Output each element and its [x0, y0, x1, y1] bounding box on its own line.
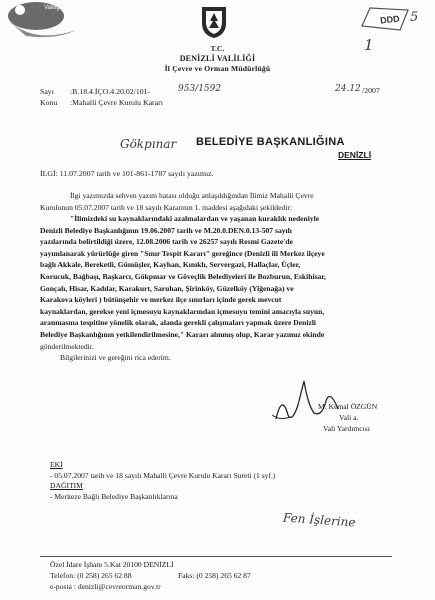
quote-line: aranmasına tespitine yönelik olarak, alanda gerekli çalışmaları yapmak üzere Denizli [40, 318, 317, 328]
signer-title-1: Vali a. [339, 413, 359, 422]
footer-phone: Telefon: (0 258) 265 62 88 [50, 571, 132, 580]
ministry-emblem [196, 3, 232, 39]
recipient-handwritten: Gökpınar [120, 137, 177, 151]
attachments-line: - 05.07.2007 tarih ve 18 sayılı Mahalli Çevre Kurulu Kararı Sureti (1 syf.) [50, 471, 276, 480]
body-quote [40, 213, 392, 352]
valilik-logo [6, 0, 106, 46]
attachments-label: EKİ [50, 460, 63, 469]
footer-address: Özel İdare İşhanı 5.Kat 20100 DENİZLİ [50, 560, 174, 569]
quote-line: kaynaklardan, gerekse yeni içmesuyu kaynaklarından içmesuyu temini amacıyla suyun, [40, 306, 325, 316]
closing-line: Bilgilerinizi ve gereğini rica ederim. [60, 353, 171, 362]
distribution-label: DAĞITIM [50, 481, 83, 490]
konu-value: :Mahalli Çevre Kurulu Kararı [70, 98, 163, 107]
footer-divider [40, 556, 392, 557]
distribution-line: - Merkeze Bağlı Belediye Başkanlıklarına [50, 492, 178, 501]
signature-scribble [268, 375, 378, 425]
quote-line: "İlimizdeki su kaynaklarındaki azalmalardan ve yaşanan kuraklık nedeniyle [70, 214, 320, 223]
quote-line: yazılarında belirtildiği üzere, 12.08.2006 tarih ve 26257 sayılı Resmi Gazete'de [40, 237, 293, 247]
quote-line: Gonçalı, Hisar, Kadılar, Karakurt, Saruhan, Şirinköy, Güzelköy (Yiğenağa) ve [40, 283, 294, 293]
header-tc: T.C. [210, 45, 225, 53]
konu-label: Konu [40, 98, 58, 107]
footer-fax: Faks: (0 258) 265 62 87 [178, 571, 251, 580]
handwritten-note: Fen İşlerine [282, 510, 356, 530]
sayi-value: :B.18.4.İÇO.4.20.02/101- [70, 87, 151, 96]
sayi-handwritten: 953/1592 [178, 84, 222, 94]
quote-line: Denizli Belediye Başkanlığının 19.06.2007 tarih ve M.20.0.DEN.0.13-507 sayılı [40, 225, 292, 235]
intro-line: İlgi yazımızda sehven yazım hatası olduğu anlaşıldığından İlimiz Mahalli Çevre [70, 191, 314, 200]
recipient-title: BELEDİYE BAŞKANLIĞINA [196, 136, 345, 148]
reference-line: İLGİ: 11.07.2007 tarih ve 101-861-1787 sayılı yazımız. [40, 169, 214, 178]
quote-line: bağlı Akkale, Bereketli, Gümüşler, Kayhan, Kınıklı, Servergazi, Hallaçlar, Üçler, [40, 260, 301, 270]
date-handwritten: 24.12 [335, 84, 361, 94]
left-logo-text: Valiliği [44, 5, 61, 11]
header-office: DENİZLİ VALİLİĞİ [179, 54, 256, 63]
recipient-city: DENİZLİ [338, 150, 372, 160]
signer-name: M. Kemal ÖZGÜN [318, 402, 378, 411]
quote-line: gönderilmektedir. [40, 341, 94, 351]
quote-line: Karakova köyleri ) bütünşehir ve merkez ilçe sınırları içinde gerek mevcut [40, 295, 282, 305]
registry-stamp [360, 4, 412, 34]
date-year: /2007 [362, 86, 380, 95]
quote-line: yayımlanarak yürürlüğe giren "Sınır Tespit Kararı" gereğince (Denizli ili Merkez ilçeye [40, 248, 325, 258]
sayi-label: Sayı [40, 87, 54, 96]
body-intro [40, 190, 392, 213]
stamp-text: DDD [379, 13, 401, 26]
handwritten-no: 1 [364, 36, 374, 54]
handwritten-top: 5 [410, 10, 419, 25]
signer-title-2: Vali Yardımcısı [323, 424, 370, 433]
intro-line: Kurulunun 05.07.2007 tarih ve 18 sayılı Kararının 1. maddesi aşağıdaki şekildedir: [40, 202, 293, 212]
quote-line: Belediye Başkanlığının yetkilendirilmesine," Kararı alınmış olup, Karar yazımız ekinde [40, 329, 325, 339]
header-department: İl Çevre ve Orman Müdürlüğü [164, 64, 271, 73]
footer-email: e-posta : denizli@cevreorman.gov.tr [50, 582, 161, 591]
quote-line: Korucuk, Bağbaşı, Başkarcı, Gökpınar ve Göveçlik Belediyeleri ile Bozburun, Eskihisar, [40, 271, 326, 281]
